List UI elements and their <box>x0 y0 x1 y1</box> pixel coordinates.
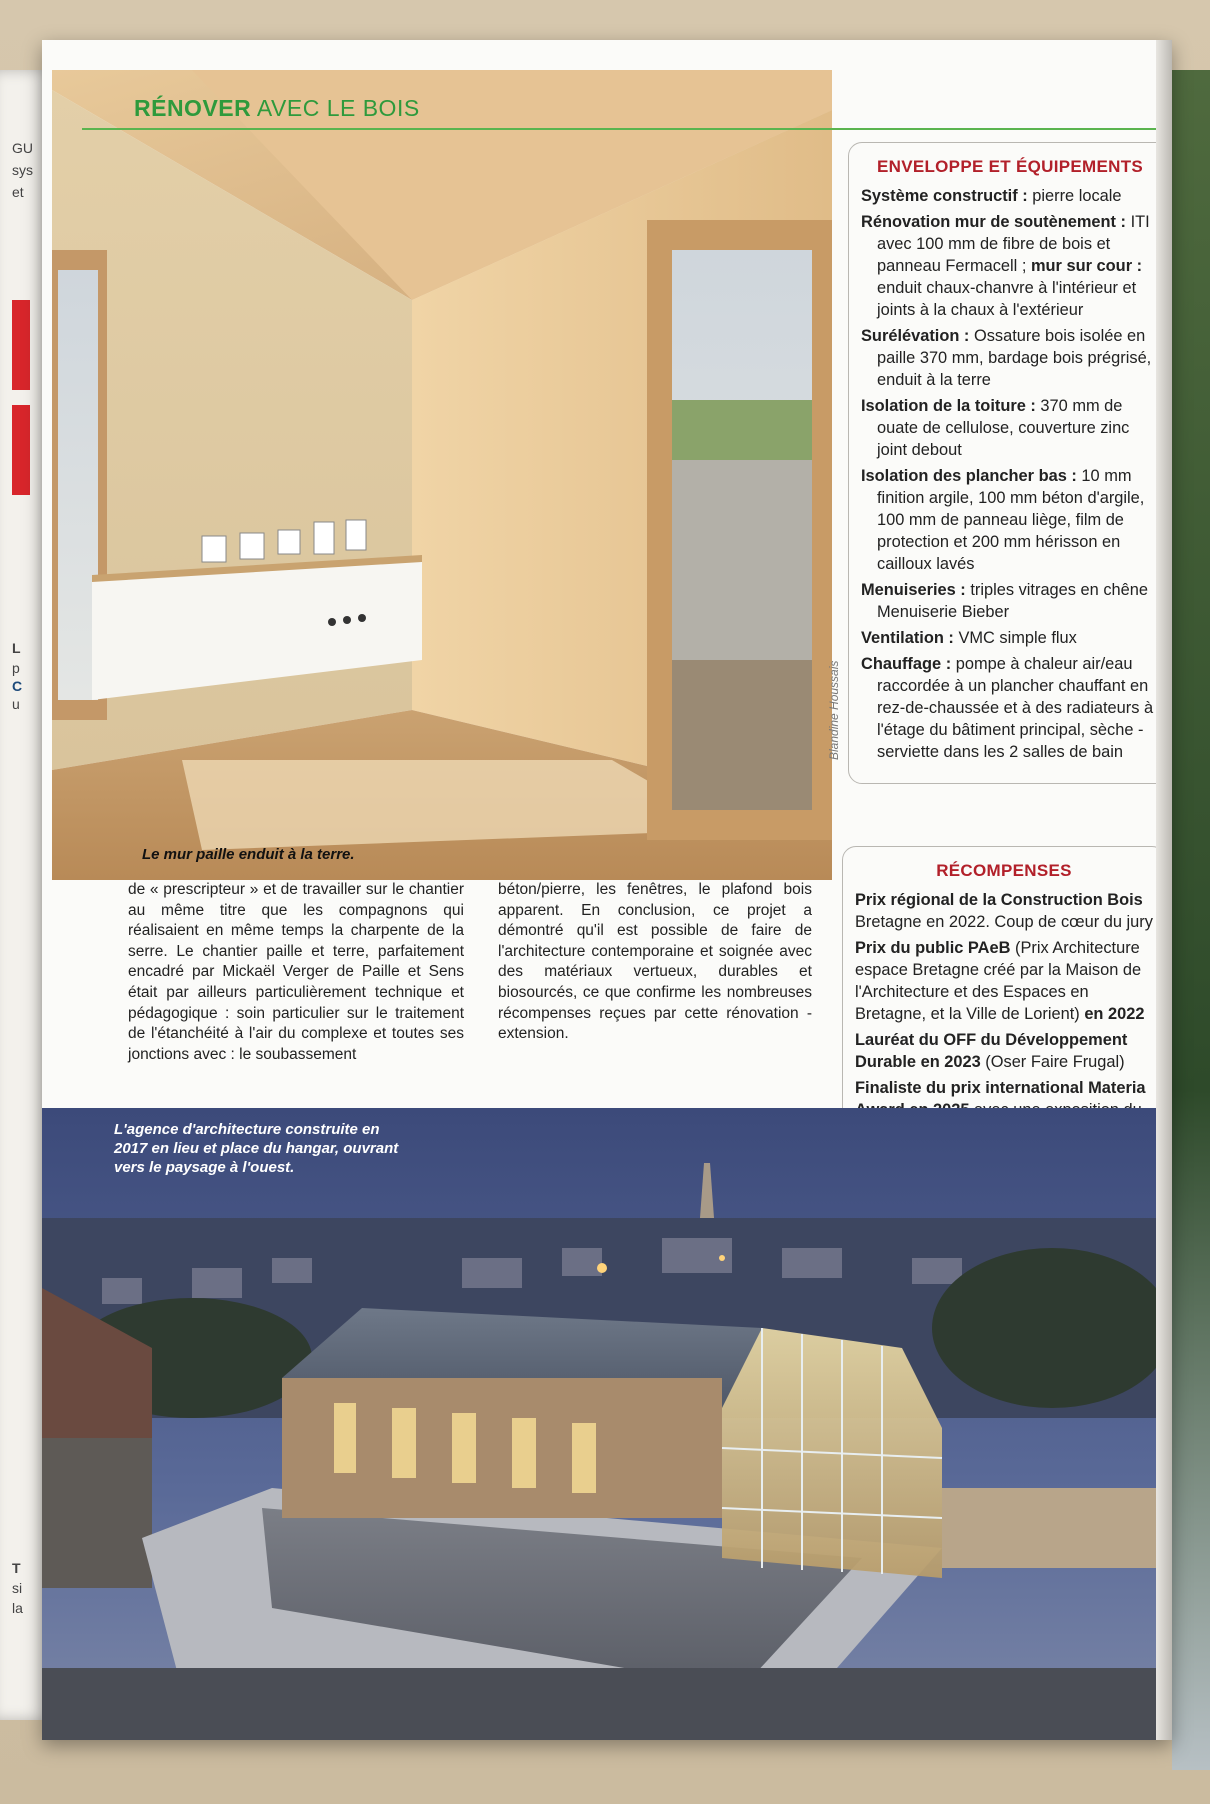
red-block <box>12 300 30 390</box>
next-page-edge <box>1172 70 1210 1770</box>
entry: Lauréat du OFF du Développement Durable en 2023 (Oser Faire Frugal) <box>855 1031 1128 1071</box>
entry: Isolation de la toiture : 370 mm de ouate de cellulose, couverture zinc joint debout <box>861 397 1130 459</box>
entry: Rénovation mur de soutènement : ITI avec 100 mm de fibre de bois et panneau Fermacell ; mur sur cour : enduit chaux-chanvre à l'intérieur et joints à la chaux à l'extérieur <box>861 213 1150 319</box>
prev-fragment: C <box>12 678 23 694</box>
prev-fragment: T <box>12 1560 21 1576</box>
header-rule <box>82 128 1162 130</box>
interior-photo <box>52 70 832 880</box>
prev-fragment: p <box>12 660 20 676</box>
box-title: ENVELOPPE ET ÉQUIPEMENTS <box>876 157 1144 176</box>
entry: Système constructif : pierre locale <box>861 187 1122 205</box>
header-part1: RÉNOVER <box>134 95 252 121</box>
entry: Ventilation : VMC simple flux <box>861 629 1077 647</box>
exterior-illustration <box>42 1108 1172 1740</box>
entry: Chauffage : pompe à chaleur air/eau raccordée à un plancher chauffant en rez-de-chaussée et à des radiateurs à l'étage du bâtiment principal, sèche -serviette dans les 2 salles de bain <box>861 655 1154 761</box>
entry: Menuiseries : triples vitrages en chêne Menuiserie Bieber <box>861 581 1148 621</box>
prev-fragment: GU <box>12 140 33 156</box>
entry: Isolation des plancher bas : 10 mm finition argile, 100 mm béton d'argile, 100 mm de panneau liège, film de protection et 200 mm hérisson en cailloux lavés <box>861 467 1145 573</box>
photo-credit: Blandine Houssais <box>827 660 841 760</box>
page-curl-edge <box>1156 40 1172 1740</box>
prev-fragment: si <box>12 1580 23 1596</box>
photo-caption: L'agence d'architecture construite en 2017 en lieu et place du hangar, ouvrant vers le paysage à l'ouest. <box>114 1121 399 1176</box>
section-header <box>134 95 420 122</box>
photo-caption: Le mur paille enduit à la terre. <box>142 846 355 863</box>
header-part2: AVEC LE BOIS <box>256 95 420 121</box>
entry: Surélévation : Ossature bois isolée en paille 370 mm, bardage bois prégrisé, enduit à la terre <box>861 327 1152 389</box>
red-block <box>12 405 30 495</box>
interior-illustration <box>52 70 832 880</box>
prev-fragment: la <box>12 1600 23 1616</box>
entry: Prix régional de la Construction Bois Bretagne en 2022. Coup de cœur du jury <box>855 891 1153 931</box>
prev-fragment: L <box>12 640 21 656</box>
exterior-photo <box>42 1108 1172 1740</box>
magazine-page <box>42 40 1172 1740</box>
body-column-1: de « prescripteur » et de travailler sur le chantier au même titre que les compagnons qui réalisaient en même temps la charpente de la serre. Le chantier paille et terre, parfaitement encadré par Mickaël Verger de Paille et Sens était par ailleurs particulièrement technique et pédagogique : soin particulier sur le traitement de l'étanchéité à l'air du complexe et toutes ses jonctions avec : le soubassement <box>128 881 464 1063</box>
body-column-2: béton/pierre, les fenêtres, le plafond bois apparent. En conclusion, ce projet a démontré qu'il est possible de faire de l'architecture contemporaine et soignée avec des matériaux vertueux, durables et biosourcés, ce que confirme les nombreuses récompenses reçues par cette rénovation - extension. <box>498 881 812 1043</box>
prev-fragment: sys <box>12 162 33 178</box>
entry: Finaliste du prix international Materia <box>855 1079 1146 1097</box>
box-title: RÉCOMPENSES <box>936 861 1072 880</box>
entry: Prix du public PAeB (Prix Architecture espace Bretagne créé par la Maison de l'Architecture et des Espaces en Bretagne, et la Ville de Lorient) en 2022 <box>855 939 1145 1023</box>
enveloppe-box <box>848 142 1172 784</box>
prev-fragment: et <box>12 184 24 200</box>
prev-fragment: u <box>12 696 20 712</box>
